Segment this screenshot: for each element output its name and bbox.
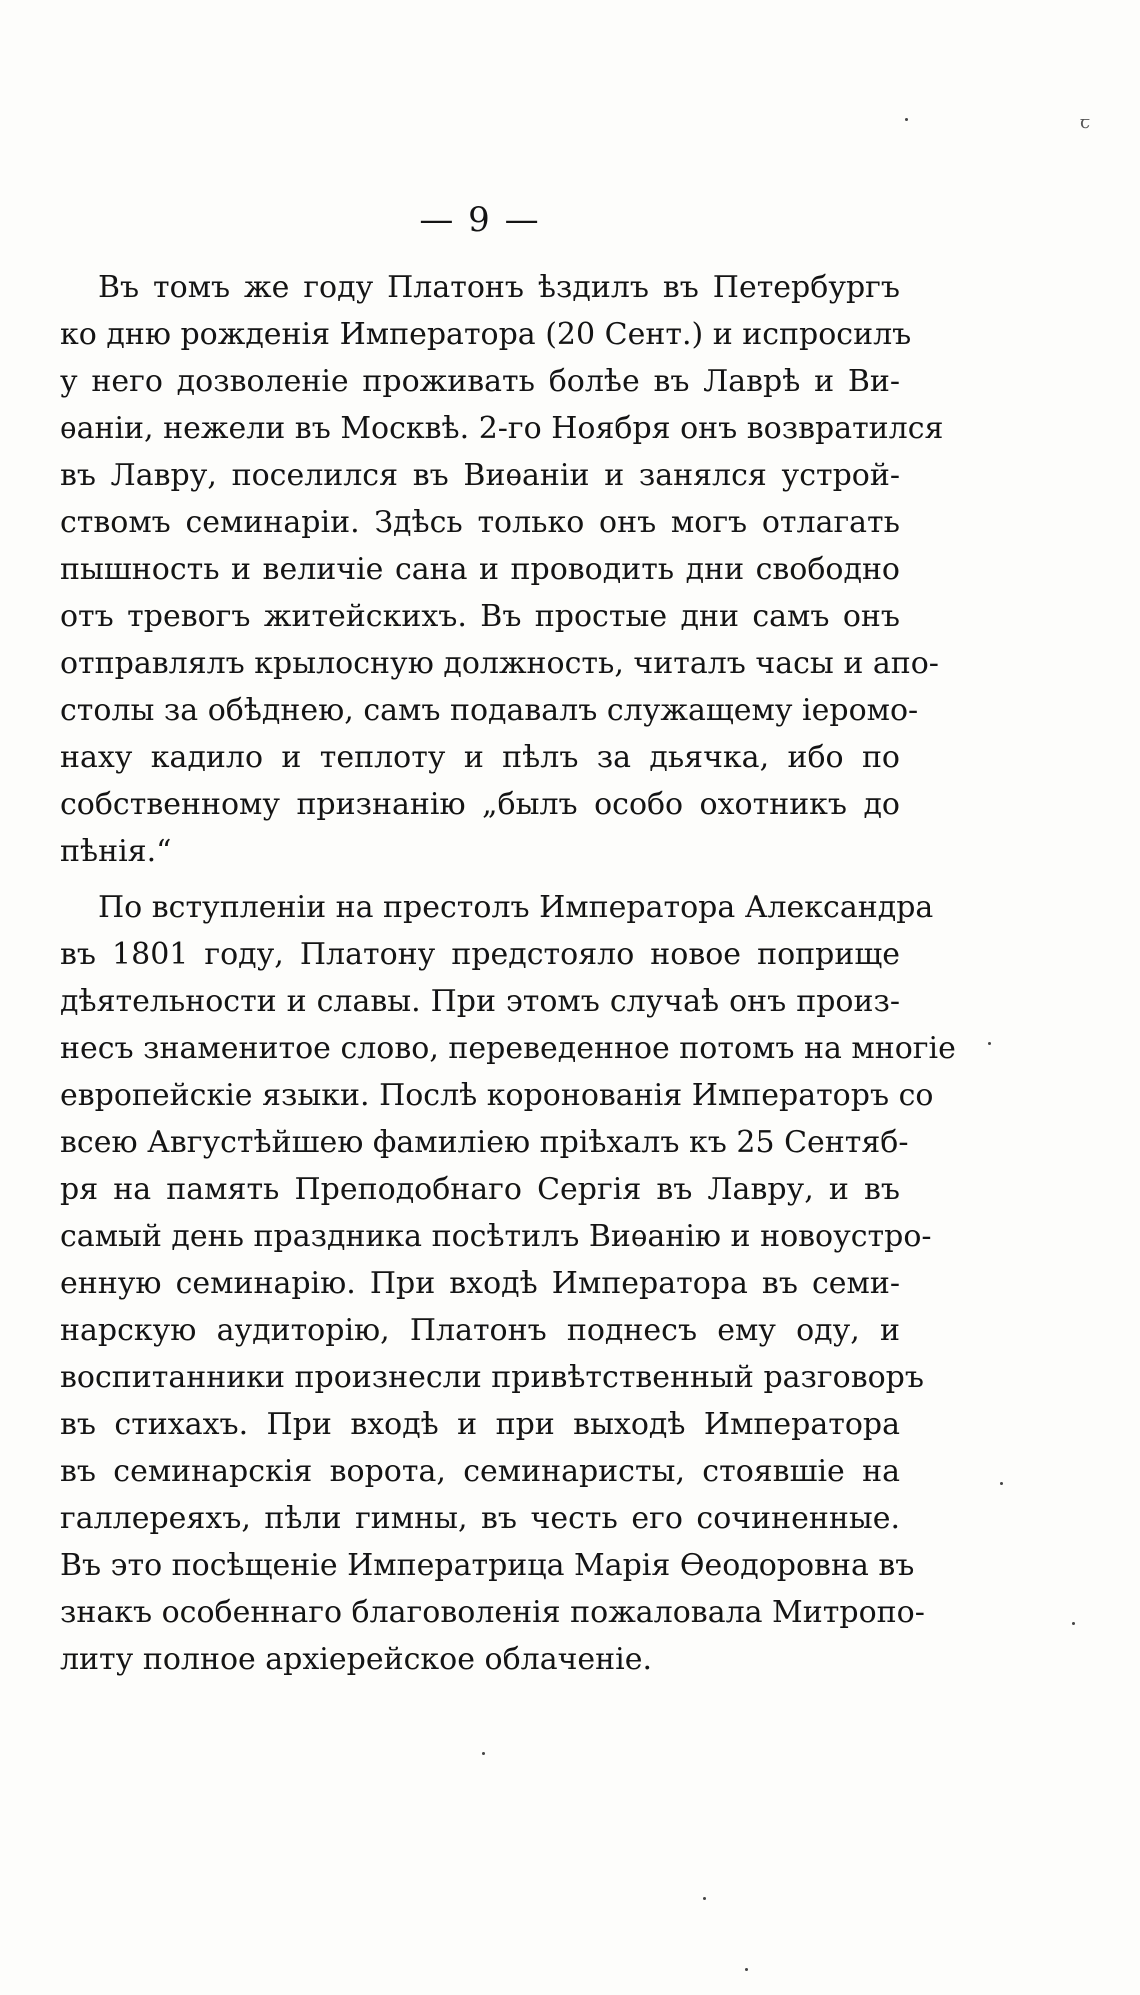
text-line: у него дозволеніе проживать болѣе въ Лаврѣ и Ви- bbox=[60, 364, 900, 399]
paragraph-1 bbox=[60, 264, 944, 875]
text-line: Въ томъ же году Платонъ ѣздилъ въ Петербургъ bbox=[98, 270, 900, 305]
scan-speck bbox=[482, 1752, 485, 1755]
text-line: ря на память Преподобнаго Сергія въ Лавру, и въ bbox=[60, 1172, 900, 1207]
text-line: знакъ особеннаго благоволенія пожаловала Митропо- bbox=[60, 1595, 925, 1630]
scan-speck bbox=[745, 1968, 748, 1971]
text-line: столы за обѣднею, самъ подавалъ служащему іеромо- bbox=[60, 693, 919, 728]
text-line: въ 1801 году, Платону предстояло новое поприще bbox=[60, 937, 900, 972]
text-line: Въ это посѣщеніе Императрица Марія Ѳеодоровна въ bbox=[60, 1548, 915, 1583]
text-line: самый день праздника посѣтилъ Виѳанію и новоустро- bbox=[60, 1219, 932, 1254]
text-line: всею Августѣйшею фамиліею пріѣхалъ къ 25 Сентяб- bbox=[60, 1125, 909, 1160]
scan-speck bbox=[905, 118, 908, 121]
text-line: воспитанники произнесли привѣтственный разговоръ bbox=[60, 1360, 924, 1395]
scan-speck bbox=[1072, 1622, 1075, 1625]
body-text bbox=[60, 264, 956, 1683]
text-line: пышность и величіе сана и проводить дни свободно bbox=[60, 552, 900, 587]
text-line: нарскую аудиторію, Платонъ поднесъ ему оду, и bbox=[60, 1313, 900, 1348]
text-line: енную семинарію. При входѣ Императора въ семи- bbox=[60, 1266, 900, 1301]
paragraph-2 bbox=[60, 884, 956, 1683]
text-line: ѳаніи, нежели въ Москвѣ. 2-го Ноября онъ возвратился bbox=[60, 411, 944, 446]
text-line: литу полное архіерейское облаченіе. bbox=[60, 1642, 653, 1677]
scan-speck bbox=[1000, 1482, 1003, 1485]
text-line: отправлялъ крылосную должность, читалъ часы и апо- bbox=[60, 646, 939, 681]
text-line: несъ знаменитое слово, переведенное потомъ на многіе bbox=[60, 1031, 956, 1066]
text-line: собственному признанію „былъ особо охотникъ до bbox=[60, 787, 900, 822]
text-line: ствомъ семинаріи. Здѣсь только онъ могъ отлагать bbox=[60, 505, 900, 540]
text-line: наху кадило и теплоту и пѣлъ за дьячка, ибо по bbox=[60, 740, 900, 775]
corner-mark: ꞇ bbox=[1080, 112, 1091, 133]
text-line: въ семинарскія ворота, семинаристы, стоявшіе на bbox=[60, 1454, 900, 1489]
text-line: галлереяхъ, пѣли гимны, въ честь его сочиненные. bbox=[60, 1501, 900, 1536]
text-line: ко дню рожденія Императора (20 Сент.) и испросилъ bbox=[60, 317, 912, 352]
page-number: — 9 — bbox=[419, 200, 541, 240]
text-line: дѣятельности и славы. При этомъ случаѣ онъ произ- bbox=[60, 984, 900, 1019]
text-line: въ стихахъ. При входѣ и при выходѣ Императора bbox=[60, 1407, 900, 1442]
text-line: По вступленіи на престолъ Императора Александра bbox=[98, 890, 934, 925]
text-line: европейскіе языки. Послѣ коронованія Императоръ со bbox=[60, 1078, 934, 1113]
scan-speck bbox=[703, 1897, 706, 1900]
scan-speck bbox=[988, 1042, 991, 1045]
text-line: въ Лавру, поселился въ Виѳаніи и занялся устрой- bbox=[60, 458, 900, 493]
text-line: отъ тревогъ житейскихъ. Въ простые дни самъ онъ bbox=[60, 599, 900, 634]
text-line: пѣнія.“ bbox=[60, 834, 172, 869]
